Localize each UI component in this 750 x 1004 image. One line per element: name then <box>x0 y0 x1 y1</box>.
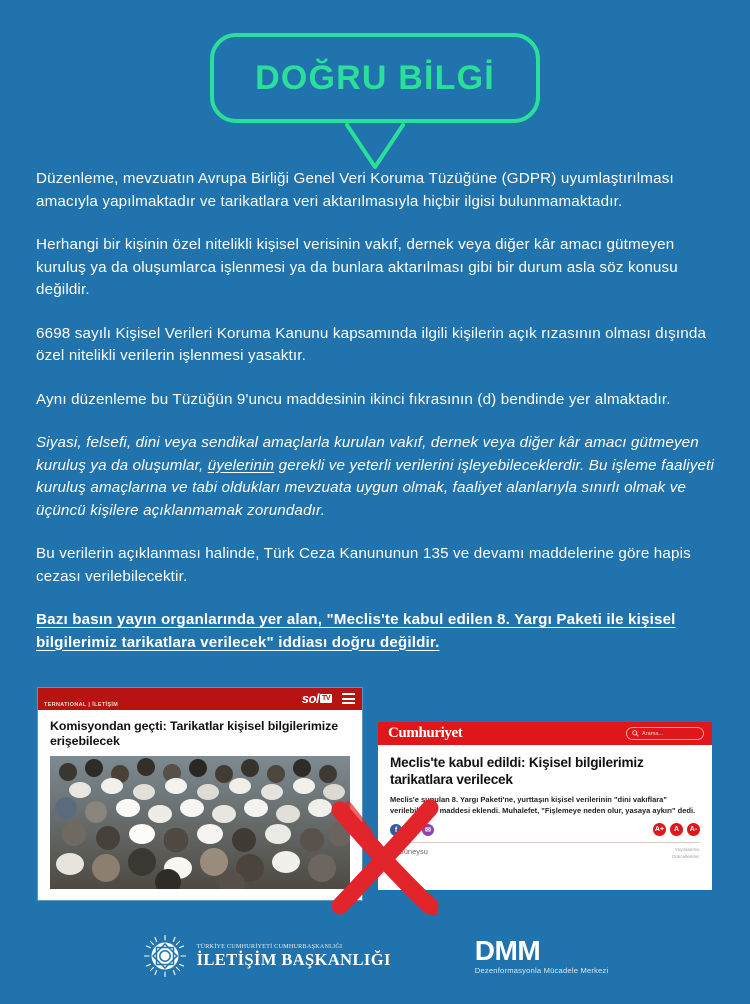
paragraph-5-before: Siyasi, felsefi, dini veya sendikal amaçlarla kurulan vakıf, dernek veya diğer kâr amacı gütmeyen kuruluş ya da oluşumlar, <box>36 434 699 474</box>
crowd-photo-illustration <box>50 756 350 889</box>
gov-logo-text <box>197 944 391 969</box>
footer <box>0 925 750 987</box>
speech-bubble <box>210 33 540 123</box>
speech-bubble-tail-icon <box>345 123 405 171</box>
cumhuriyet-logo: Cumhuriyet <box>388 725 463 741</box>
paragraph-5-after: gerekli ve yeterli verilerini işleyebileceklerdir. Bu işleme faaliyeti kuruluş amaçlarına ve tabi oldukları mevzuata uygun olmak, faaliyet alanlarıyla sınırlı olmak ve üçüncü kişilere açıklanmamak zorundadır. <box>36 456 714 519</box>
badge-label: DOĞRU BİLGİ <box>255 58 495 97</box>
hamburger-icon[interactable] <box>342 693 355 704</box>
presidency-emblem-icon <box>142 933 188 979</box>
paragraph-5-underlined-term: üyelerinin <box>207 456 275 474</box>
gov-top-line: TÜRKİYE CUMHURİYETİ CUMHURBAŞKANLIĞI <box>196 942 343 950</box>
gov-main-line: İLETİŞİM BAŞKANLIĞI <box>196 949 391 969</box>
update-date-label: Güncellenme: <box>671 853 700 859</box>
sol-logo-badge: TV <box>322 695 330 702</box>
cumhuriyet-summary: Meclis'e sunulan 8. Yargı Paketi'ne, yurttaşın kişisel verilerinin "dini vakıflara" verilebileceği maddesi eklendi. Muhalefet, "Fişlemeye neden olur, yasaya aykırı" dedi. <box>390 795 696 815</box>
gov-logo <box>142 933 391 979</box>
search-icon <box>632 730 639 737</box>
sol-topbar <box>38 688 362 710</box>
news-screenshots <box>0 688 750 913</box>
facebook-icon[interactable]: f <box>390 824 402 836</box>
paragraph-5 <box>36 432 716 522</box>
font-increase-button[interactable]: A+ <box>653 823 666 836</box>
paragraph-3: 6698 sayılı Kişisel Verileri Koruma Kanunu kapsamında ilgili kişilerin açık rızasının olması dışında özel nitelikli verilerin işlenmesi yasaktır. <box>36 324 707 364</box>
paragraph-1: Düzenleme, mevzuatın Avrupa Birliği Genel Veri Koruma Tüzüğüne (GDPR) uyumlaştırılması amacıyla yapılmaktadır ve tarikatlara veri aktarılmasıyla hiçbir ilgisi bulunmamaktadır. <box>36 170 674 210</box>
whatsapp-icon[interactable]: ✆ <box>406 824 418 836</box>
cumhuriyet-topbar <box>378 722 712 745</box>
sol-crowd-photo <box>50 756 350 889</box>
font-reset-button[interactable]: A <box>670 823 683 836</box>
paragraph-4: Aynı düzenleme bu Tüzüğün 9'uncu maddesinin ikinci fıkrasının (d) bendinde yer almaktadır. <box>36 390 671 408</box>
font-decrease-button[interactable]: A- <box>687 823 700 836</box>
dmm-subtitle: Dezenformasyonla Mücadele Merkezi <box>474 966 609 975</box>
font-size-controls <box>653 823 700 836</box>
search-placeholder: Arama... <box>642 730 664 737</box>
dmm-logo <box>475 937 609 975</box>
news-card-cumhuriyet <box>378 722 712 890</box>
conclusion-statement: Bazı basın yayın organlarında yer alan, "Meclis'te kabul edilen 8. Yargı Paketi ile kişisel bilgilerimiz tarikatlara verilecek" iddiası doğru değildir. <box>36 611 676 651</box>
paragraph-6: Bu verilerin açıklanması halinde, Türk Ceza Kanununun 135 ve devamı maddelerine göre hapis cezası verilebilecektir. <box>36 545 691 585</box>
article-dates <box>672 847 700 860</box>
paragraph-2: Herhangi bir kişinin özel nitelikli kişisel verisinin vakıf, dernek veya diğer kâr amacı gütmeyen kuruluş ya da oluşumlarca işlenmesi ya da bunlara aktarılması gibi bir durum asla söz konusu değildir. <box>36 236 678 298</box>
cumhuriyet-headline: Meclis'te kabul edildi: Kişisel bilgilerimiz tarikatlara verilecek <box>390 755 644 787</box>
sol-logo-text: sol <box>301 691 320 706</box>
search-input[interactable] <box>626 727 704 740</box>
mail-icon[interactable]: ✉ <box>422 824 434 836</box>
cumhuriyet-footer <box>378 843 712 860</box>
sol-logo <box>302 691 332 706</box>
body-content <box>36 168 716 668</box>
news-card-sol <box>38 688 362 900</box>
sol-nav-text: TERNATIONAL | İLETİŞİM <box>44 702 119 708</box>
header-badge <box>0 33 750 123</box>
dmm-acronym: DMM <box>474 935 541 966</box>
article-author: la Güneysu <box>390 847 428 856</box>
sol-headline: Komisyondan geçti: Tarikatlar kişisel bilgilerimize erişebilecek <box>50 719 339 748</box>
publish-date-label: Yayınlanma: <box>674 847 700 852</box>
